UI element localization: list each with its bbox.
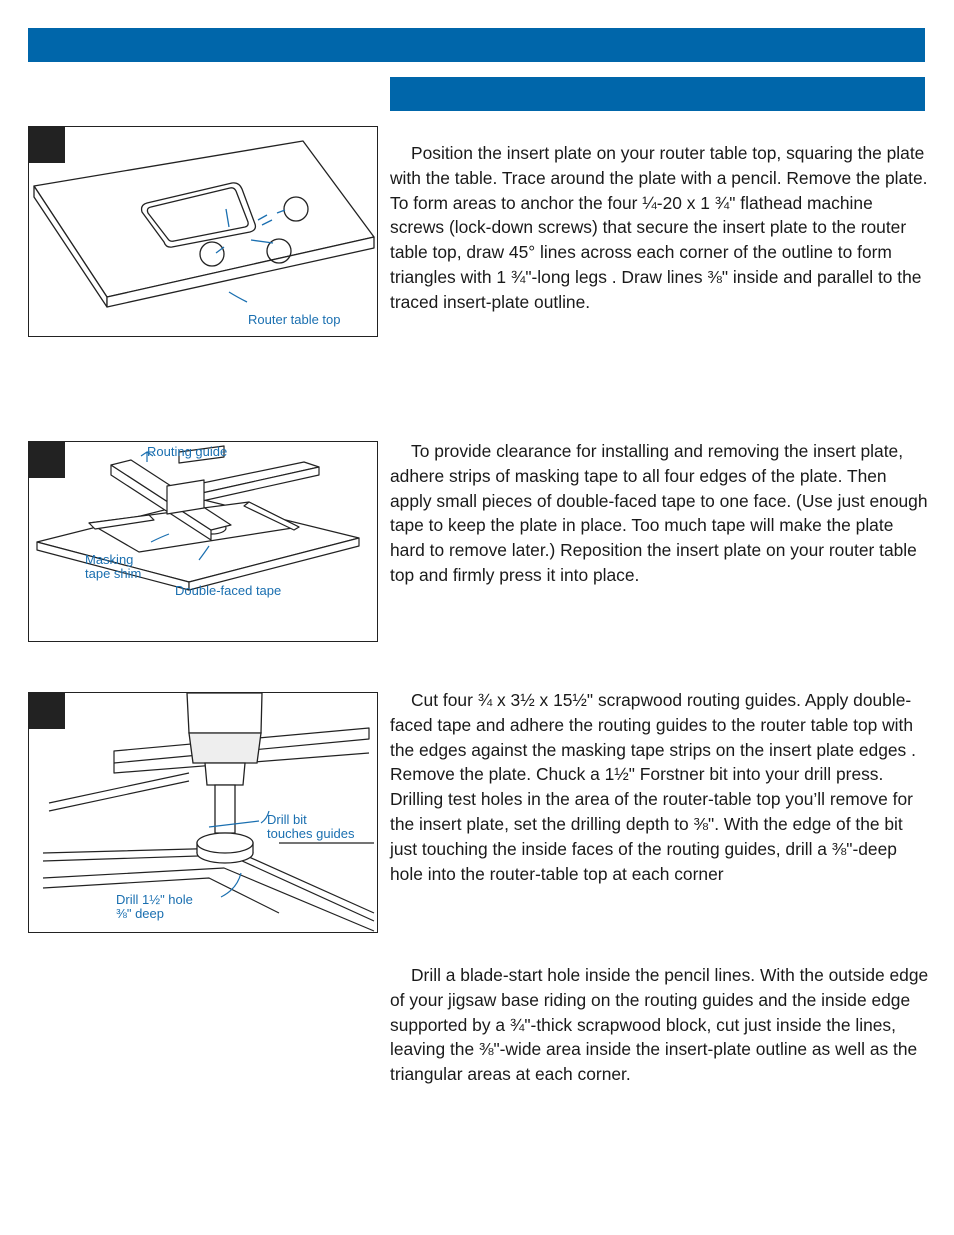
- callout-drill-bit-touches-guides: Drill bit touches guides: [267, 812, 355, 841]
- step-3-paragraph: Cut four ¾ x 3½ x 15½" scrapwood routing guides. Apply double-faced tape and adhere the routing guides to the router table top with the edges against the masking tape strips on the insert plate edges . Remove the plate. Chuck a 1½" Forstner bit into your drill press. Drilling test holes in the area of the router-table top you’ll remove for the insert plate, set the drilling depth to ⅜". With the edge of the bit just touching the inside faces of the routing guides, drill a ⅜"-deep hole into the router-table top at each corner: [390, 690, 916, 884]
- figure-1-illustration: [29, 127, 378, 337]
- callout-router-table-top: Router table top: [248, 312, 341, 327]
- callout-routing-guide: Routing guide: [147, 444, 228, 459]
- subsection-header-bar: [390, 77, 925, 111]
- step-1-paragraph: Position the insert plate on your router table top, squaring the plate with the table. Trace around the plate with a pencil. Remove the plate. To form areas to anchor the four ¼-20 x 1 ¾" flathead machine screws (lock-down screws) that secure the insert plate to the router table top, draw 45° lines across each corner of the outline to form triangles with 1 ¾"-long legs . Draw lines ⅜" inside and parallel to the traced insert-plate outline.: [390, 143, 928, 312]
- section-header-bar: [28, 28, 925, 62]
- figure-2-masking-tape-shim: [28, 441, 378, 642]
- callout-drill-hole-depth: Drill 1½" hole ⅜" deep: [116, 892, 193, 921]
- figure-3-drilling-corner-holes: [28, 692, 378, 933]
- figure-2-illustration: [29, 442, 378, 642]
- callout-double-faced-tape: Double-faced tape: [175, 583, 282, 598]
- figure-1-router-table-top: [28, 126, 378, 337]
- callout-masking-tape-shim: Masking tape shim: [85, 552, 142, 581]
- step-2-paragraph: To provide clearance for installing and removing the insert plate, adhere strips of masking tape to all four edges of the plate. Then apply small pieces of double-faced tape to one face. (Use just enough tape to keep the plate in place. Too much tape will make the plate hard to remove later.) Reposition the insert plate on your router table top and firmly press it into place.: [390, 441, 928, 585]
- step-3-marker: [29, 693, 65, 729]
- step-2-marker: [29, 442, 65, 478]
- step-1-marker: [29, 127, 65, 163]
- step-4-paragraph: Drill a blade-start hole inside the pencil lines. With the outside edge of your jigsaw base riding on the routing guides and the inside edge supported by a ¾"-thick scrapwood block, cut just inside the lines, leaving the ⅜"-wide area inside the insert-plate outline as well as the triangular areas at each corner.: [390, 965, 929, 1085]
